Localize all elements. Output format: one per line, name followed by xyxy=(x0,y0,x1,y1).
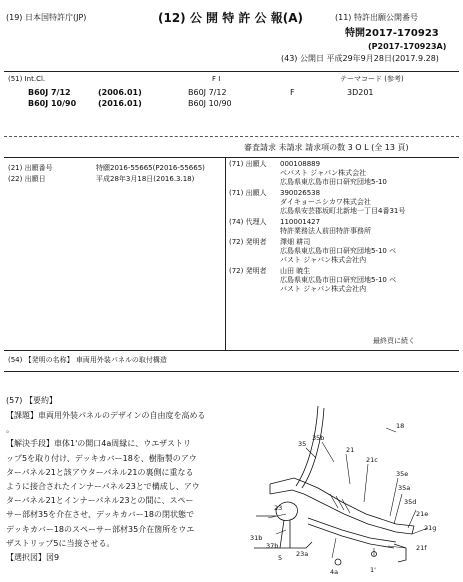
fi-label: F I xyxy=(212,75,221,83)
abstract-heading: (57) 【要約】 xyxy=(6,396,57,405)
figure-label-21: 21 xyxy=(346,446,355,454)
party-id: 000108889 xyxy=(280,160,321,168)
abstract-line: ップ5を取り付け、デッキカバー18を、樹脂製のアウ xyxy=(6,453,197,463)
party-entry xyxy=(229,218,459,236)
figure-label-35d: 35d xyxy=(404,498,417,506)
figure-label-37b: 37b xyxy=(266,542,279,550)
divider-top xyxy=(4,71,459,72)
figure-label-21e: 21e xyxy=(416,510,429,518)
party-line: 特許業務法人前田特許事務所 xyxy=(280,227,371,235)
fi-code: B60J 7/12 xyxy=(188,88,227,97)
abstract-body xyxy=(6,409,205,565)
examination-status: 審査請求 未請求 請求項の数 3 O L (全 13 頁) xyxy=(244,143,409,152)
figure-label-23a: 23a xyxy=(296,550,309,558)
theme-code: 3D201 xyxy=(347,88,374,97)
party-id: 澤畑 耕司 xyxy=(280,238,311,246)
ipc-version: (2006.01) xyxy=(98,88,142,97)
ipc-code: B60J 10/90 xyxy=(28,99,77,108)
continued-note: 最終頁に続く xyxy=(373,337,415,345)
application-number: 特願2016-55665(P2016-55665) xyxy=(96,164,205,172)
fi-suffix: F xyxy=(290,88,295,97)
abstract-line: デッキカバー18のスペーサー部材35介在箇所をウエ xyxy=(6,524,195,534)
divider-title xyxy=(4,371,459,372)
figure-label-35a: 35a xyxy=(398,484,411,492)
party-code: (74) 代理人 xyxy=(229,218,267,226)
party-code: (71) 出願人 xyxy=(229,160,267,168)
figure-label-4a: 4a xyxy=(330,568,339,576)
abstract-line: サー部材35を介在させ、デッキカバー18の閉状態で xyxy=(6,510,194,520)
party-id: 390026538 xyxy=(280,189,321,197)
figure-label-35b: 35b xyxy=(312,434,325,442)
party-code: (72) 発明者 xyxy=(229,238,267,246)
figure-label-5: 5 xyxy=(278,554,283,562)
figure-label-35e: 35e xyxy=(396,470,409,478)
party-entry xyxy=(229,189,459,216)
party-code: (72) 発明者 xyxy=(229,267,267,275)
figure-label-18: 18 xyxy=(396,422,405,430)
figure-label-31b: 31b xyxy=(250,534,263,542)
ipc-code: B60J 7/12 xyxy=(28,88,71,97)
party-line: バスト ジャパン株式会社内 xyxy=(280,256,367,264)
figure-label-21g: 21g xyxy=(424,524,437,532)
ipc-version: (2016.01) xyxy=(98,99,142,108)
invention-title: (54) 【発明の名称】 車両用外装パネルの取付構造 xyxy=(8,356,167,364)
party-line: ベバスト ジャパン株式会社 xyxy=(280,169,367,177)
divider-bibliography-bottom xyxy=(4,350,459,351)
party-id: 110001427 xyxy=(280,218,321,226)
party-line: 広島県東広島市田口研究団地5-10 ベ xyxy=(280,276,397,284)
publication-date: (43) 公開日 平成29年9月28日(2017.9.28) xyxy=(281,54,439,63)
abstract-line: 。 xyxy=(6,425,14,435)
abstract-line: 【選択図】図9 xyxy=(6,553,60,563)
party-entry xyxy=(229,160,459,187)
abstract-line: ターパネル21と該アウターパネル21の裏側に重なる xyxy=(6,467,194,477)
party-code: (71) 出願人 xyxy=(229,189,267,197)
application-date: 平成28年3月18日(2016.3.18) xyxy=(96,175,195,183)
party-entry xyxy=(229,267,459,294)
panel-inner-line xyxy=(302,408,324,488)
abstract-line: ターパネル21とインナーパネル23との間に、スペー xyxy=(6,496,194,506)
divider-dashed xyxy=(4,136,459,137)
party-id: 山田 暁生 xyxy=(280,267,311,275)
figure-label-21c: 21c xyxy=(366,456,378,464)
publication-number: 特開2017-170923 xyxy=(345,28,439,39)
party-entry xyxy=(229,238,459,265)
fi-code: B60J 10/90 xyxy=(188,99,232,108)
application-date-label: (22) 出願日 xyxy=(8,175,46,183)
deck-cover-top xyxy=(270,478,417,526)
figure-label-23: 23 xyxy=(274,504,283,512)
figure-label-35: 35 xyxy=(298,440,307,448)
parties-list xyxy=(229,160,459,296)
column-divider xyxy=(225,157,226,350)
theme-code-label: テーマコード (参考) xyxy=(340,75,404,83)
abstract-line: ように接合されたインナーパネル23とで構成し、アウ xyxy=(6,482,200,492)
publication-number-alt: (P2017-170923A) xyxy=(368,42,447,51)
party-line: ダイキョーニシカワ株式会社 xyxy=(280,198,371,206)
figure-label-1: 1' xyxy=(370,566,376,574)
application-number-label: (21) 出願番号 xyxy=(8,164,53,172)
abstract-line: ザストリップ5に当接させる。 xyxy=(6,538,115,548)
abstract-line: 【解決手段】車体1'の開口4a周縁に、ウエザストリ xyxy=(6,439,191,449)
patent-figure xyxy=(246,398,460,578)
inner-panel xyxy=(308,518,396,542)
abstract-line: 【課題】車両用外装パネルのデザインの自由度を高める xyxy=(6,411,206,420)
figure-label-21f: 21f xyxy=(416,544,427,552)
country-label: (19) 日本国特許庁(JP) xyxy=(6,13,87,22)
publication-number-label: (11) 特許出願公開番号 xyxy=(335,13,418,22)
party-line: 広島県安芸郡坂町北新地一丁目4番31号 xyxy=(280,207,406,215)
party-line: 広島県東広島市田口研究団地5-10 ベ xyxy=(280,247,397,255)
document-type-title: (12) 公 開 特 許 公 報(A) xyxy=(158,11,303,25)
divider-bibliography-top xyxy=(4,157,459,158)
party-line: 広島県東広島市田口研究団地5-10 xyxy=(280,178,387,186)
party-line: バスト ジャパン株式会社内 xyxy=(280,285,367,293)
int-cl-label: (51) Int.Cl. xyxy=(8,75,46,83)
